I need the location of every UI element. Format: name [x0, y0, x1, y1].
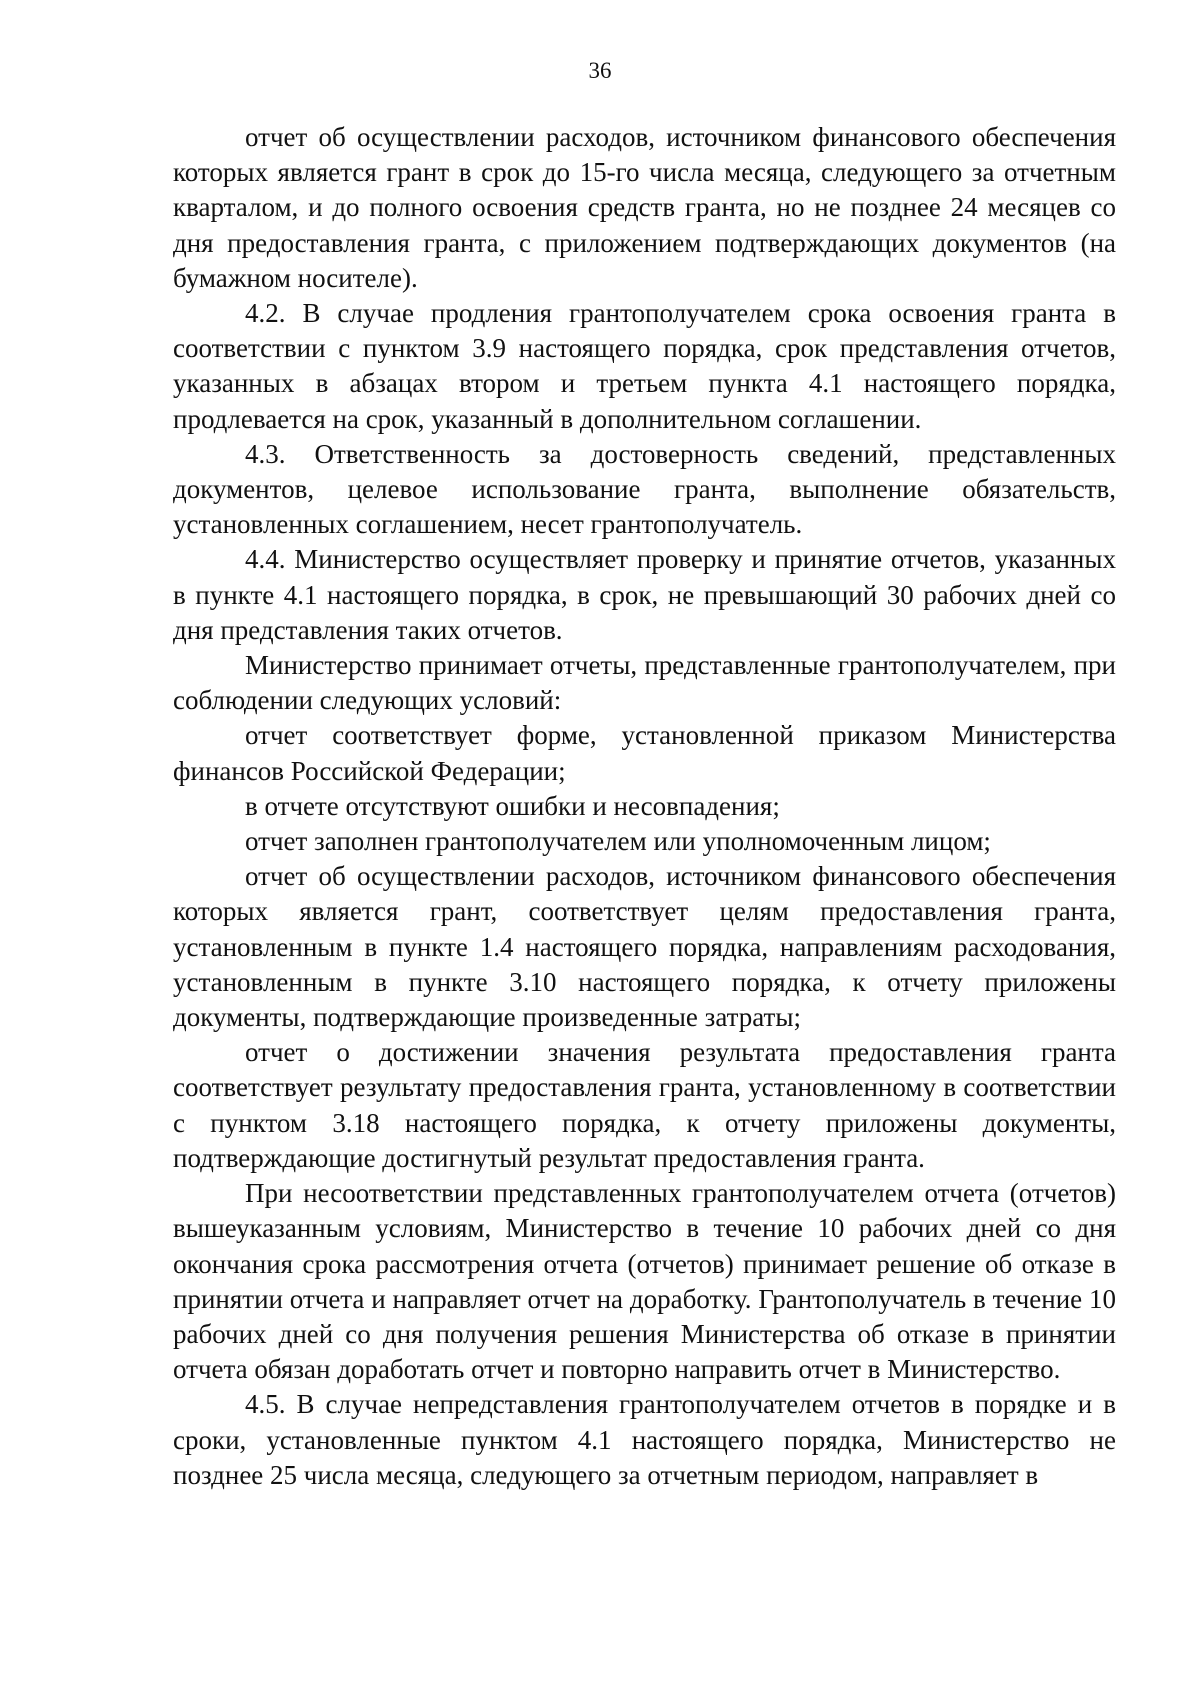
paragraph-acceptance-conditions: Министерство принимает отчеты, представленные грантополучателем, при соблюдении следующих условий:: [173, 650, 1116, 716]
paragraph-4-4: 4.4. Министерство осуществляет проверку и принятие отчетов, указанных в пункте 4.1 настоящего порядка, в срок, не превышающий 30 рабочих дней со дня представления таких отчетов.: [173, 544, 1116, 645]
paragraph-rejection: При несоответствии представленных грантополучателем отчета (отчетов) вышеуказанным условиям, Министерство в течение 10 рабочих дней со дня окончания срока рассмотрения отчета (отчетов) принимает решение об отказе в принятии отчета и направляет отчет на доработку. Грантополучатель в течение 10 рабочих дней со дня получения решения Министерства об отказе в принятии отчета обязан доработать отчет и повторно направить отчет в Министерство.: [173, 1178, 1116, 1385]
condition-result: отчет о достижении значения результата предоставления гранта соответствует результату предоставления гранта, установленному в соответствии с пунктом 3.18 настоящего порядка, к отчету приложены документы, подтверждающие достигнутый результат предоставления гранта.: [173, 1037, 1116, 1173]
condition-filled-by: отчет заполнен грантополучателем или уполномоченным лицом;: [245, 826, 991, 857]
condition-no-errors: в отчете отсутствуют ошибки и несовпадения;: [245, 790, 780, 821]
condition-expense-purpose: отчет об осуществлении расходов, источником финансового обеспечения которых является грант, соответствует целям предоставления гранта, установленным в пункте 1.4 настоящего порядка, направлениям расходования, установленным в пункте 3.10 настоящего порядка, к отчету приложены документы, подтверждающие произведенные затраты;: [173, 861, 1116, 1033]
document-body: [173, 120, 1116, 1493]
paragraph-4-2: 4.2. В случае продления грантополучателем срока освоения гранта в соответствии с пунктом 3.9 настоящего порядка, срок представления отчетов, указанных в абзацах втором и третьем пункта 4.1 настоящего порядка, продлевается на срок, указанный в дополнительном соглашении.: [173, 298, 1116, 434]
paragraph-4-5: 4.5. В случае непредставления грантополучателем отчетов в порядке и в сроки, установленные пунктом 4.1 настоящего порядка, Министерство не позднее 25 числа месяца, следующего за отчетным периодом, направляет в: [173, 1389, 1116, 1490]
condition-form: отчет соответствует форме, установленной приказом Министерства финансов Российской Федерации;: [173, 720, 1116, 786]
paragraph-4-3: 4.3. Ответственность за достоверность сведений, представленных документов, целевое использование гранта, выполнение обязательств, установленных соглашением, несет грантополучатель.: [173, 438, 1116, 540]
page-number: 36: [588, 58, 612, 83]
paragraph-expense-report: отчет об осуществлении расходов, источником финансового обеспечения которых является грант в срок до 15-го числа месяца, следующего за отчетным кварталом, и до полного освоения средств гранта, но не позднее 24 месяцев со дня предоставления гранта, с приложением подтверждающих документов (на бумажном носителе).: [173, 122, 1116, 293]
